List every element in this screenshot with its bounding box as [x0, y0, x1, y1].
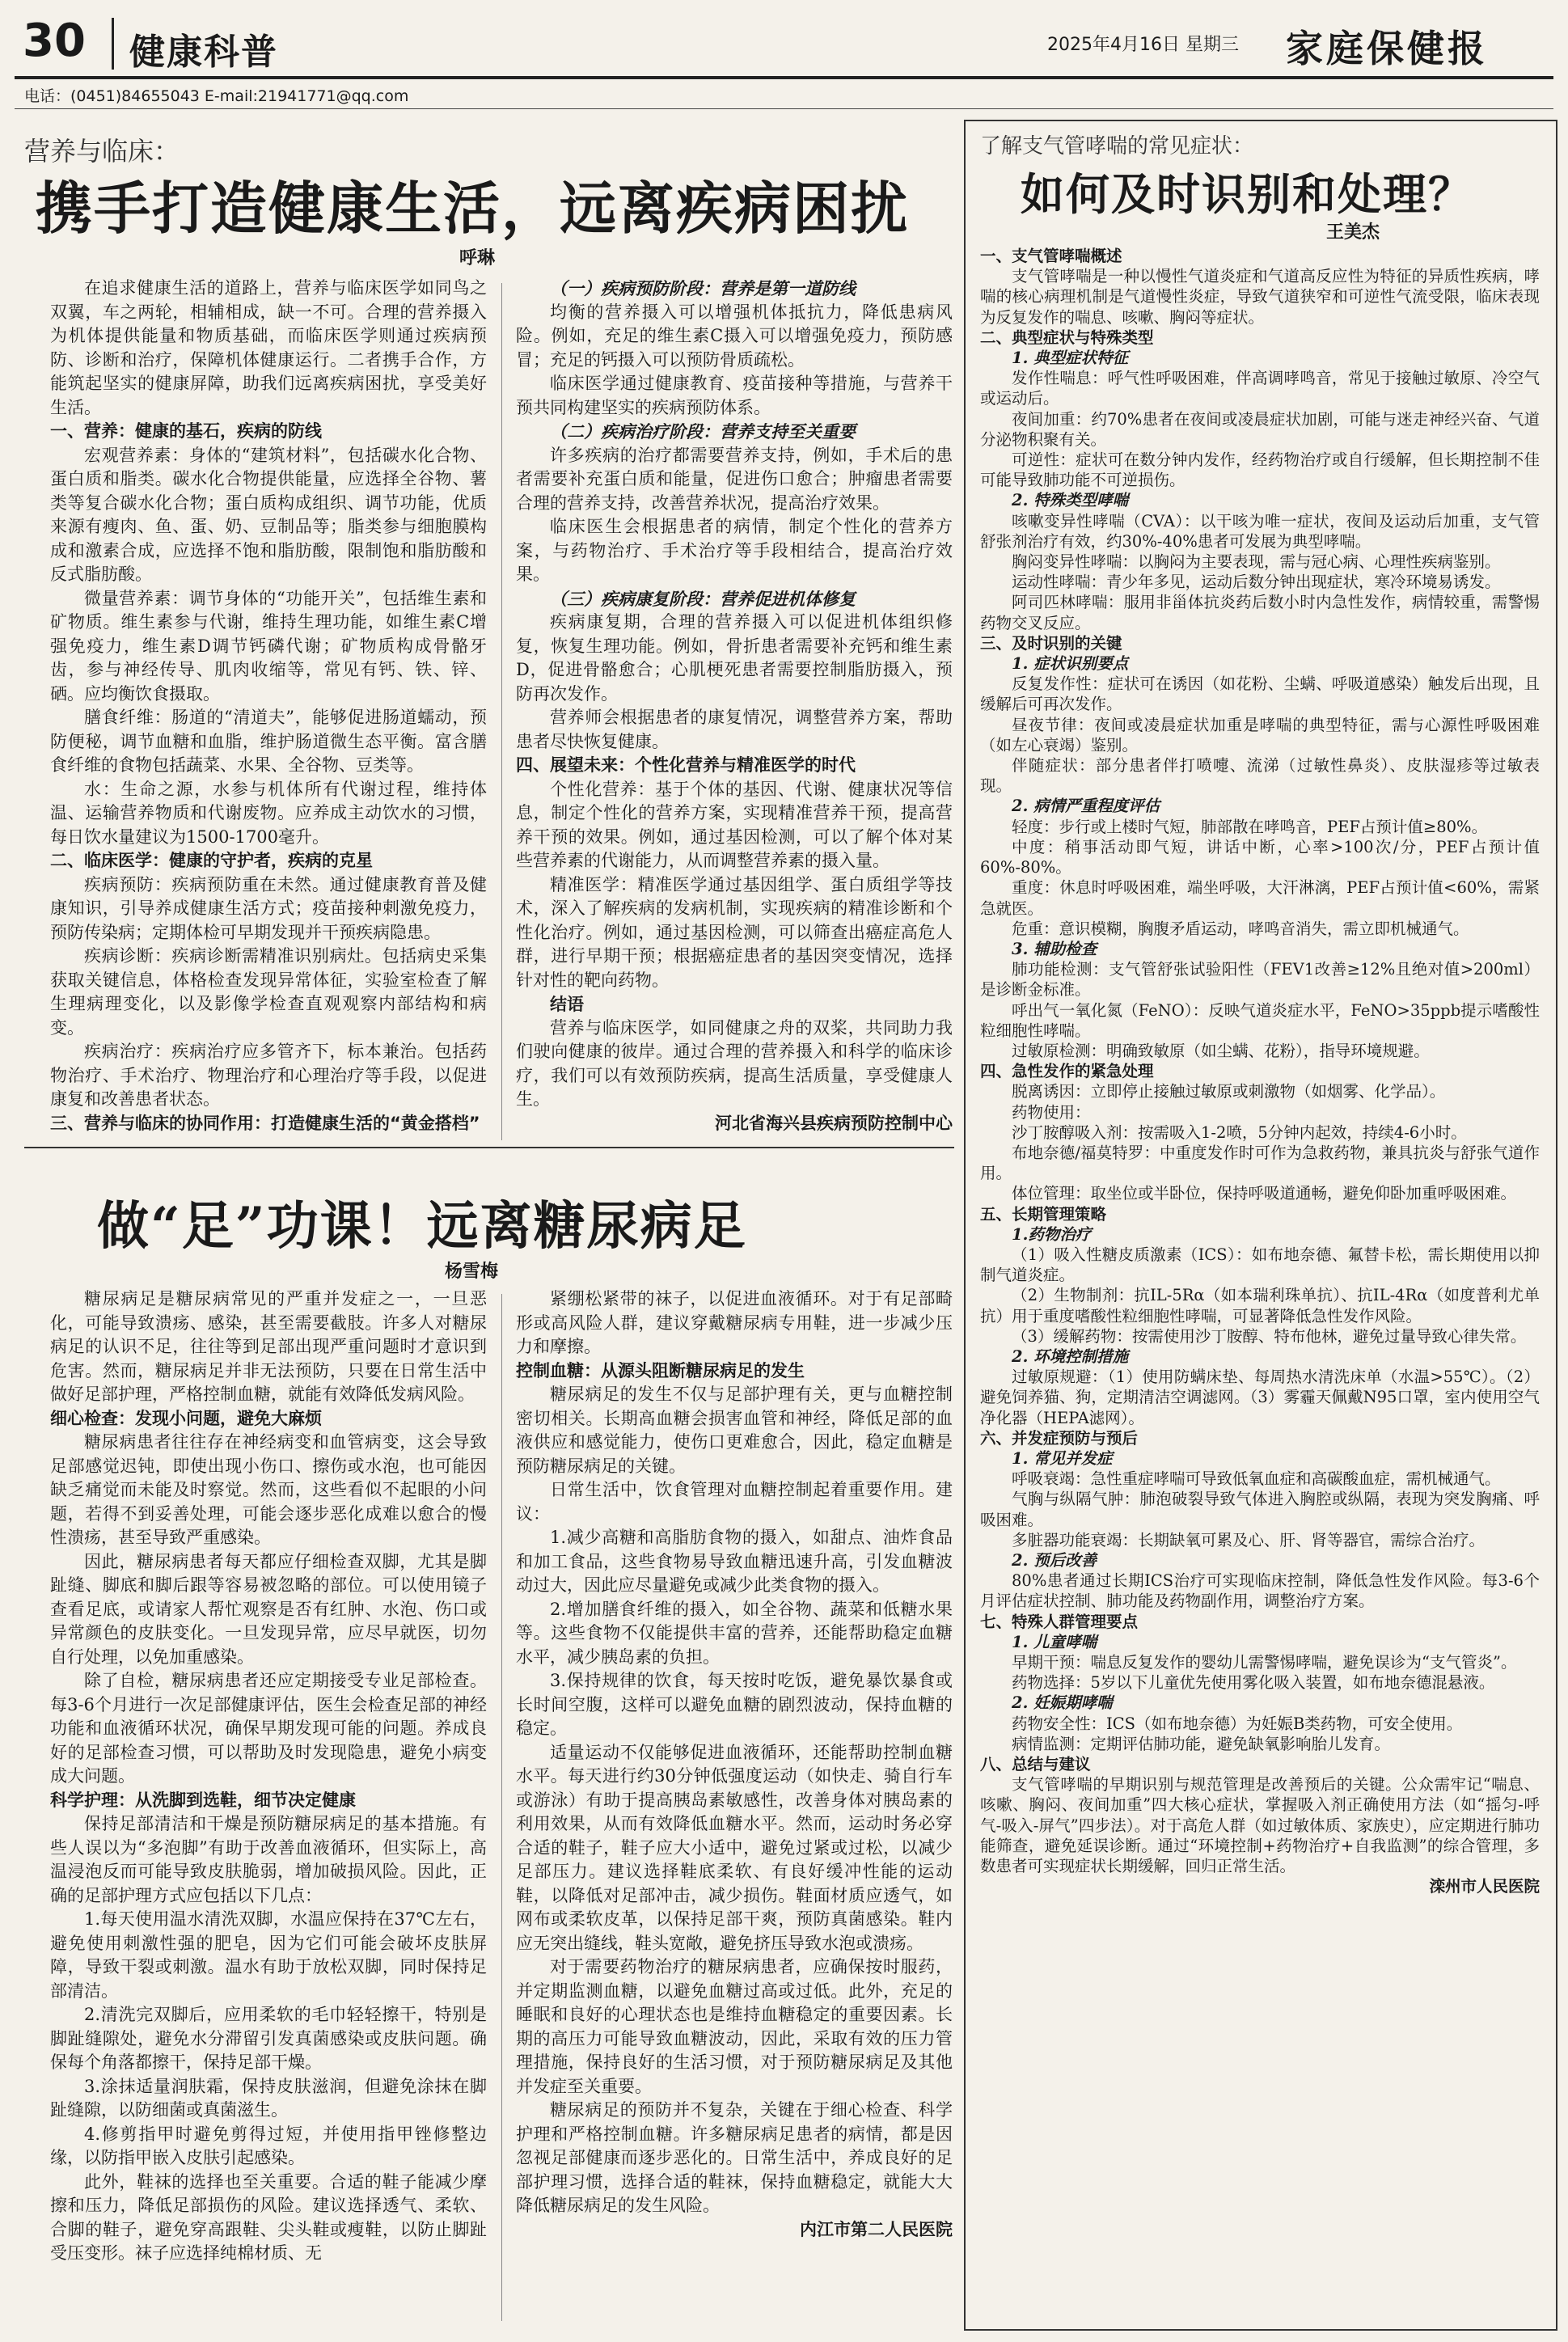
source-credit: 河北省海兴县疾病预防控制中心: [715, 1113, 953, 1133]
subheading: 1.药物治疗: [1012, 1224, 1092, 1244]
subheading: 2. 特殊类型哮喘: [1012, 491, 1129, 510]
subheading: 三、及时识别的关键: [980, 633, 1122, 653]
column-divider: [501, 1294, 502, 2321]
paragraph: 药物选择：5岁以下儿童优先使用雾化吸入装置，如布地奈德混悬液。: [1012, 1673, 1495, 1693]
paragraph: 精准医学：精准医学通过基因组学、蛋白质组学等技术，深入了解疾病的发病机制，实现疾病的精准诊断和个性化治疗。例如，通过基因检测，可以筛查出癌症高危人群，进行早期干预；根据癌症患者的基因突变情况，选择针对性的靶向药物。: [516, 874, 953, 990]
paragraph: 多脏器功能衰竭：长期缺氧可累及心、肝、肾等器官，需综合治疗。: [1012, 1530, 1486, 1549]
subheading: 七、特殊人群管理要点: [980, 1612, 1139, 1631]
paragraph: 许多疾病的治疗都需要营养支持，例如，手术后的患者需要补充蛋白质和能量，促进伤口愈合；肿瘤患者需要合理的营养支持，改善营养状况，提高治疗效果。: [516, 445, 953, 513]
paragraph: 2.清洗完双脚后，应用柔软的毛巾轻轻擦干，特别是脚趾缝隙处，避免水分滞留引发真菌感染或皮肤问题。确保每个角落都擦干，保持足部干燥。: [50, 2005, 487, 2072]
paragraph: 均衡的营养摄入可以增强机体抵抗力，降低患病风险。例如，充足的维生素C摄入可以增强免疫力，预防感冒；充足的钙摄入可以预防骨质疏松。: [516, 302, 953, 370]
article2-author: 杨雪梅: [445, 1262, 499, 1282]
paragraph: 病情监测：定期评估肺功能，避免缺氧影响胎儿发育。: [1012, 1734, 1391, 1753]
subheading: 控制血糖：从源头阻断糖尿病足的发生: [516, 1360, 805, 1380]
paragraph: 保持足部清洁和干燥是预防糖尿病足的基本措施。有些人误以为“多泡脚”有助于改善血液循环，但实际上，高温浸泡反而可能导致皮肤脆弱，增加破损风险。因此，正确的足部护理方式应包括以下几点：: [50, 1814, 487, 1905]
subheading: 2. 预后改善: [1012, 1551, 1097, 1570]
paragraph: 支气管哮喘的早期识别与规范管理是改善预后的关键。公众需牢记“喘息、咳嗽、胸闷、夜间加重”四大核心症状，掌握吸入剂正确使用方法（如“摇匀-呼气-吸入-屏气”四步法）。对于高危人群（如过敏体质、家族史），应定期进行肺功能筛查，避免延误诊断。通过“环境控制+药物治疗+自我监测”的综合管理，多数患者可实现症状长期缓解，回归正常生活。: [980, 1775, 1540, 1876]
paragraph: 宏观营养素：身体的“建筑材料”，包括碳水化合物、蛋白质和脂类。碳水化合物提供能量，应选择全谷物、薯类等复合碳水化合物；蛋白质构成组织、调节功能，优质来源有瘦肉、鱼、蛋、奶、豆制品等；脂类参与细胞膜构成和激素合成，应选择不饱和脂肪酸，限制饱和脂肪酸和反式脂肪酸。: [50, 445, 487, 584]
paragraph: 日常生活中，饮食管理对血糖控制起着重要作用。建议：: [516, 1480, 953, 1524]
subheading: 细心检查：发现小问题，避免大麻烦: [50, 1408, 322, 1428]
paragraph: 胸闷变异性哮喘：以胸闷为主要表现，需与冠心病、心理性疾病鉴别。: [1012, 552, 1501, 572]
issue-date: 2025年4月16日 星期三: [1047, 35, 1239, 55]
paragraph: 糖尿病足的预防并不复杂，关键在于细心检查、科学护理和严格控制血糖。许多糖尿病足患者的病情，都是因忽视足部健康而逐步恶化的。日常生活中，养成良好的足部护理习惯，选择合适的鞋袜，保持血糖稳定，就能大大降低糖尿病足的发生风险。: [516, 2100, 953, 2215]
article1-column-1: [50, 277, 487, 1146]
subheading: 一、营养：健康的基石，疾病的防线: [50, 421, 322, 441]
contact-line: 电话：(0451)84655043 E-mail:21941771@qq.com: [24, 87, 409, 105]
subheading: 五、长期管理策略: [980, 1204, 1107, 1224]
paragraph: 糖尿病患者往往存在神经病变和血管病变，这会导致足部感觉迟钝，即使出现小伤口、擦伤或水泡，也可能因缺乏痛觉而未能及时察觉。然而，这些看似不起眼的小问题，若得不到妥善处理，可能会逐步恶化成难以愈合的慢性溃疡，甚至导致严重感染。: [50, 1432, 487, 1547]
paragraph: 糖尿病足是糖尿病常见的严重并发症之一，一旦恶化，可能导致溃疡、感染，甚至需要截肢。许多人对糖尿病足的认识不足，往往等到足部出现严重问题时才意识到危害。然而，糖尿病足并非无法预防，只要在日常生活中做好足部护理，严格控制血糖，就能有效降低发病风险。: [50, 1289, 487, 1404]
paragraph: 疾病治疗：疾病治疗应多管齐下，标本兼治。包括药物治疗、手术治疗、物理治疗和心理治疗等手段，以促进康复和改善患者状态。: [50, 1042, 487, 1109]
paragraph: 药物安全性：ICS（如布地奈德）为妊娠B类药物，可安全使用。: [1012, 1714, 1463, 1733]
article2-column-2: [516, 1287, 953, 2327]
paragraph: 重度：休息时呼吸困难，端坐呼吸，大汗淋漓，PEF占预计值<60%，需紧急就医。: [980, 878, 1540, 918]
subheading: 二、典型症状与特殊类型: [980, 328, 1154, 347]
paragraph: 2.增加膳食纤维的摄入，如全谷物、蔬菜和低糖水果等。这些食物不仅能提供丰富的营养，还能帮助稳定血糖水平，减少胰岛素的负担。: [516, 1599, 953, 1667]
article2-title: 做“足”功课！远离糖尿病足: [97, 1196, 747, 1257]
paragraph: 4.修剪指甲时避免剪得过短，并使用指甲锉修整边缘，以防指甲嵌入皮肤引起感染。: [50, 2124, 487, 2167]
source-credit: 内江市第二人民医院: [800, 2219, 953, 2239]
paragraph: 夜间加重：约70%患者在夜间或凌晨症状加剧，可能与迷走神经兴奋、气道分泌物积聚有关。: [980, 409, 1540, 449]
page-number: 30: [23, 15, 86, 67]
article3-kicker: 了解支气管哮喘的常见症状：: [980, 134, 1254, 159]
paragraph: 个性化营养：基于个体的基因、代谢、健康状况等信息，制定个性化的营养方案，实现精准营养干预，提高营养干预的效果。例如，通过基因检测，可以了解个体对某些营养素的代谢能力，从而调整营养素的摄入量。: [516, 779, 953, 870]
subheading: 科学护理：从洗脚到选鞋，细节决定健康: [50, 1790, 356, 1810]
paragraph: 运动性哮喘：青少年多见，运动后数分钟出现症状，寒冷环境易诱发。: [1012, 573, 1501, 592]
masthead-rule: [15, 76, 1553, 79]
subheading: 六、并发症预防与预后: [980, 1428, 1139, 1448]
paragraph: 疾病诊断：疾病诊断需精准识别病灶。包括病史采集获取关键信息，体格检查发现异常体征，实验室检查了解生理病理变化，以及影像学检查直观观察内部结构和病变。: [50, 946, 487, 1038]
paragraph: 疾病预防：疾病预防重在未然。通过健康教育普及健康知识，引导养成健康生活方式；疫苗接种刺激免疫力，预防传染病；定期体检可早期发现并干预疾病隐患。: [50, 874, 487, 942]
subheading: 三、营养与临床的协同作用：打造健康生活的“黄金搭档”: [50, 1113, 480, 1133]
paragraph: 1.每天使用温水清洗双脚，水温应保持在37℃左右，避免使用刺激性强的肥皂，因为它们可能会破坏皮肤屏障，导致干裂或刺激。温水有助于放松双脚，同时保持足部清洁。: [50, 1909, 487, 2001]
subheading: 3. 辅助检查: [1012, 939, 1097, 958]
paragraph: 临床医学通过健康教育、疫苗接种等措施，与营养干预共同构建坚实的疾病预防体系。: [516, 374, 953, 417]
article3-title: 如何及时识别和处理？: [1021, 168, 1473, 220]
paragraph: 肺功能检测：支气管舒张试验阳性（FEV1改善≥12%且绝对值>200ml）是诊断金标准。: [980, 960, 1540, 1000]
paragraph: 糖尿病足的发生不仅与足部护理有关，更与血糖控制密切相关。长期高血糖会损害血管和神经，降低足部的血液供应和感觉能力，使伤口更难愈合，因此，稳定血糖是预防糖尿病足的关键。: [516, 1384, 953, 1476]
paragraph: 因此，糖尿病患者每天都应仔细检查双脚，尤其是脚趾缝、脚底和脚后跟等容易被忽略的部位。可以使用镜子查看足底，或请家人帮忙观察是否有红肿、水泡、伤口或异常颜色的皮肤变化。一旦发现异常，应尽早就医，切勿自行处理，以免加重感染。: [50, 1551, 487, 1667]
paragraph: 反复发作性：症状可在诱因（如花粉、尘螨、呼吸道感染）触发后出现，且缓解后可再次发作。: [980, 674, 1540, 714]
paragraph: 3.保持规律的饮食，每天按时吃饭，避免暴饮暴食或长时间空腹，这样可以避免血糖的剧烈波动，保持血糖的稳定。: [516, 1671, 953, 1738]
paragraph: 营养与临床医学，如同健康之舟的双桨，共同助力我们驶向健康的彼岸。通过合理的营养摄入和科学的临床诊疗，我们可以有效预防疾病，提高生活质量，享受健康人生。: [516, 1017, 953, 1109]
article3-body: [980, 246, 1540, 2320]
article1-kicker: 营养与临床：: [24, 136, 180, 167]
subheading: 1. 儿童哮喘: [1012, 1632, 1097, 1651]
article1-column-2: [516, 277, 953, 1146]
paragraph: 除了自检，糖尿病患者还应定期接受专业足部检查。每3-6个月进行一次足部健康评估，医生会检查足部的神经功能和血液循环状况，确保早期发现可能的问题。养成良好的足部检查习惯，可以帮助及时发现隐患，避免小病变成大问题。: [50, 1671, 487, 1786]
paragraph: 发作性喘息：呼气性呼吸困难，伴高调哮鸣音，常见于接触过敏原、冷空气或运动后。: [980, 369, 1540, 408]
article3-author: 王美杰: [1326, 222, 1380, 243]
paragraph: 轻度：步行或上楼时气短，肺部散在哮鸣音，PEF占预计值≥80%。: [1012, 817, 1488, 836]
section-name: 健康科普: [129, 32, 278, 73]
paragraph: 1.减少高糖和高脂肪食物的摄入，如甜点、油炸食品和加工食品，这些食物易导致血糖迅速升高，引发血糖波动过大，因此应尽量避免或减少此类食物的摄入。: [516, 1528, 953, 1595]
paragraph: 疾病康复期，合理的营养摄入可以促进机体组织修复，恢复生理功能。例如，骨折患者需要补充钙和维生素D，促进骨骼愈合；心肌梗死患者需要控制脂肪摄入，预防再次发作。: [516, 612, 953, 704]
article1-author: 呼琳: [459, 248, 496, 268]
paragraph: 适量运动不仅能够促进血液循环，还能帮助控制血糖水平。每天进行约30分钟低强度运动（如快走、骑自行车或游泳）有助于提高胰岛素敏感性，改善身体对胰岛素的利用效果，从而有效降低血糖水平。然而，运动时务必穿合适的鞋子，鞋子应大小适中，避免过紧或过松，以减少足部压力。建议选择鞋底柔软、有良好缓冲性能的运动鞋，以降低对足部冲击，减少损伤。鞋面材质应透气，如网布或柔软皮革，以保持足部干爽，预防真菌感染。鞋内应无突出缝线，鞋头宽敞，避免挤压导致水泡或溃疡。: [516, 1742, 953, 1953]
paragraph: 中度：稍事活动即气短，讲话中断，心率>100次/分，PEF占预计值60%-80%。: [980, 837, 1540, 877]
paragraph: 呼吸衰竭：急性重症哮喘可导致低氧血症和高碳酸血症，需机械通气。: [1012, 1469, 1501, 1489]
paragraph: 对于需要药物治疗的糖尿病患者，应确保按时服药，并定期监测血糖，以避免血糖过高或过低。此外，充足的睡眠和良好的心理状态也是维持血糖稳定的重要因素。长期的高压力可能导致血糖波动，因此，采取有效的压力管理措施，保持良好的生活习惯，对于预防糖尿病足及其他并发症至关重要。: [516, 1957, 953, 2096]
subheading: 八、总结与建议: [980, 1755, 1091, 1774]
paragraph: 可逆性：症状可在数分钟内发作，经药物治疗或自行缓解，但长期控制不佳可能导致肺功能不可逆损伤。: [980, 450, 1540, 490]
paragraph: 微量营养素：调节身体的“功能开关”，包括维生素和矿物质。维生素参与代谢，维持生理功能，如维生素C增强免疫力，维生素D调节钙磷代谢；矿物质构成骨骼牙齿，参与神经传导、肌肉收缩等，常见有钙、铁、锌、硒。应均衡饮食摄取。: [50, 588, 487, 704]
masthead-divider: [112, 18, 114, 70]
paragraph: 支气管哮喘是一种以慢性气道炎症和气道高反应性为特征的异质性疾病，哮喘的核心病理机制是气道慢性炎症，导致气道狭窄和可逆性气流受限，临床表现为反复发作的喘息、咳嗽、胸闷等症状。: [980, 267, 1540, 327]
article-separator: [24, 1147, 954, 1148]
subheading: （二）疾病治疗阶段：营养支持至关重要: [550, 421, 856, 442]
subheading: （三）疾病康复阶段：营养促进机体修复: [550, 588, 856, 609]
paragraph: 阿司匹林哮喘：服用非甾体抗炎药后数小时内急性发作，病情较重，需警惕药物交叉反应。: [980, 593, 1540, 632]
paragraph: 伴随症状：部分患者伴打喷嚏、流涕（过敏性鼻炎）、皮肤湿疹等过敏表现。: [980, 756, 1540, 796]
subheading: 1. 症状识别要点: [1012, 654, 1129, 674]
subheading: 1. 常见并发症: [1012, 1448, 1113, 1468]
source-credit: 滦州市人民医院: [1429, 1877, 1540, 1896]
paragraph: 80%患者通过长期ICS治疗可实现临床控制，降低急性发作风险。每3-6个月评估症状控制、肺功能及药物副作用，调整治疗方案。: [980, 1571, 1540, 1611]
paragraph: 布地奈德/福莫特罗：中重度发作时可作为急救药物，兼具抗炎与舒张气道作用。: [980, 1143, 1540, 1183]
paragraph: 在追求健康生活的道路上，营养与临床医学如同鸟之双翼，车之两轮，相辅相成，缺一不可。合理的营养摄入为机体提供能量和物质基础，而临床医学则通过疾病预防、诊断和治疗，保障机体健康运行。二者携手合作，方能筑起坚实的健康屏障，助我们远离疾病困扰，享受美好生活。: [50, 278, 487, 417]
paragraph: 危重：意识模糊，胸腹矛盾运动，哮鸣音消失，需立即机械通气。: [1012, 919, 1469, 938]
paragraph: 紧绷松紧带的袜子，以促进血液循环。对于有足部畸形或高风险人群，建议穿戴糖尿病专用鞋，进一步减少压力和摩擦。: [516, 1289, 953, 1356]
paragraph: 体位管理：取坐位或半卧位，保持呼吸道通畅，避免仰卧加重呼吸困难。: [1012, 1184, 1517, 1203]
paragraph: 临床医生会根据患者的病情，制定个性化的营养方案，与药物治疗、手术治疗等手段相结合，提高治疗效果。: [516, 517, 953, 584]
subheading: （一）疾病预防阶段：营养是第一道防线: [550, 278, 856, 298]
paragraph: 营养师会根据患者的康复情况，调整营养方案，帮助患者尽快恢复健康。: [516, 708, 953, 751]
paragraph: 昼夜节律：夜间或凌晨症状加重是哮喘的典型特征，需与心源性呼吸困难（如左心衰竭）鉴别。: [980, 715, 1540, 755]
article1-title: 携手打造健康生活，远离疾病困扰: [36, 175, 909, 242]
paragraph: 3.涂抹适量润肤霜，保持皮肤滋润，但避免涂抹在脚趾缝隙，以防细菌或真菌滋生。: [50, 2076, 487, 2120]
paragraph: 水：生命之源，水参与机体所有代谢过程，维持体温、运输营养物质和代谢废物。应养成主动饮水的习惯，每日饮水量建议为1500-1700毫升。: [50, 779, 487, 847]
paragraph: 药物使用：: [1012, 1102, 1091, 1122]
paragraph: 早期干预：喘息反复发作的婴幼儿需警惕哮喘，避免误诊为“支气管炎”。: [1012, 1653, 1517, 1672]
subheading: 结语: [550, 994, 584, 1014]
subheading: 四、展望未来：个性化营养与精准医学的时代: [516, 755, 856, 775]
paragraph: （2）生物制剂：抗IL-5Rα（如本瑞利珠单抗）、抗IL-4Rα（如度普利尤单抗）用于重度嗜酸性粒细胞性哮喘，可显著降低急性发作风险。: [980, 1286, 1540, 1325]
paragraph: 咳嗽变异性哮喘（CVA）：以干咳为唯一症状，夜间及运动后加重，支气管舒张剂治疗有效，约30%-40%患者可发展为典型哮喘。: [980, 511, 1540, 551]
subheading: 2. 妊娠期哮喘: [1012, 1693, 1113, 1713]
paragraph: 过敏原规避：（1）使用防螨床垫、每周热水清洗床单（水温>55℃）。（2）避免饲养猫、狗，定期清洁空调滤网。（3）雾霾天佩戴N95口罩，室内使用空气净化器（HEPA滤网）。: [980, 1368, 1540, 1427]
subheading: 一、支气管哮喘概述: [980, 247, 1122, 265]
paragraph: （1）吸入性糖皮质激素（ICS）：如布地奈德、氟替卡松，需长期使用以抑制气道炎症。: [980, 1245, 1540, 1285]
subheading: 2. 环境控制措施: [1012, 1346, 1129, 1366]
contact-rule: [15, 108, 1553, 109]
article2-column-1: [50, 1287, 487, 2327]
paragraph: （3）缓解药物：按需使用沙丁胺醇、特布他林，避免过量导致心律失常。: [1012, 1326, 1527, 1346]
paragraph: 气胸与纵隔气肿：肺泡破裂导致气体进入胸腔或纵隔，表现为突发胸痛、呼吸困难。: [980, 1490, 1540, 1529]
paragraph: 过敏原检测：明确致敏原（如尘螨、花粉），指导环境规避。: [1012, 1041, 1430, 1060]
subheading: 四、急性发作的紧急处理: [980, 1062, 1154, 1081]
paragraph: 此外，鞋袜的选择也至关重要。合适的鞋子能减少摩擦和压力，降低足部损伤的风险。建议选择透气、柔软、合脚的鞋子，避免穿高跟鞋、尖头鞋或瘦鞋，以防止脚趾受压变形。袜子应选择纯棉材质、无: [50, 2171, 487, 2263]
paragraph: 膳食纤维：肠道的“清道夫”，能够促进肠道蠕动，预防便秘，调节血糖和血脂，维护肠道微生态平衡。富含膳食纤维的食物包括蔬菜、水果、全谷物、豆类等。: [50, 708, 487, 775]
subheading: 2. 病情严重程度评估: [1012, 797, 1160, 816]
subheading: 二、临床医学：健康的守护者，疾病的克星: [50, 851, 373, 870]
paragraph: 呼出气一氧化氮（FeNO）：反映气道炎症水平，FeNO>35ppb提示嗜酸性粒细胞性哮喘。: [980, 1000, 1540, 1040]
column-divider: [501, 283, 502, 1140]
subheading: 1. 典型症状特征: [1012, 349, 1129, 368]
masthead: [0, 0, 1568, 81]
paragraph: 脱离诱因：立即停止接触过敏原或刺激物（如烟雾、化学品）。: [1012, 1082, 1446, 1101]
paper-name: 家庭保健报: [1286, 27, 1488, 70]
paragraph: 沙丁胺醇吸入剂：按需吸入1-2喷，5分钟内起效，持续4-6小时。: [1012, 1122, 1467, 1142]
